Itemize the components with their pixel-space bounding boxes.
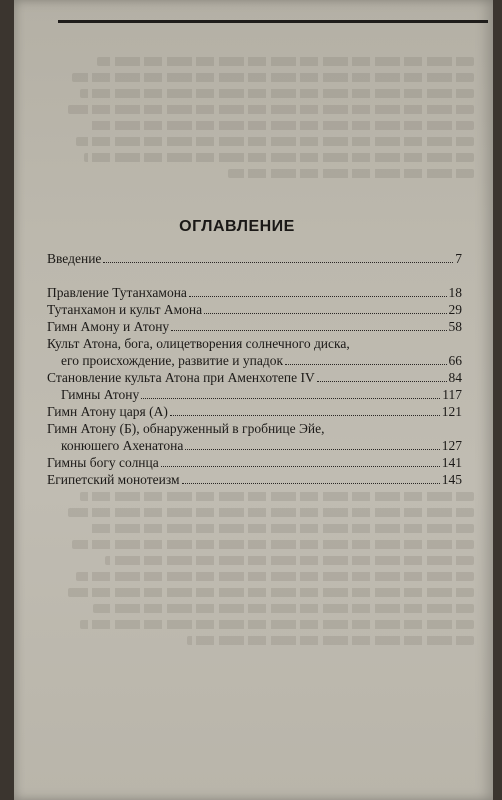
- toc-entry-label: Египетский монотеизм: [47, 472, 180, 487]
- dot-leader: [103, 262, 453, 263]
- toc-entry-label-line2: его происхождение, развитие и упадок: [61, 353, 284, 368]
- toc-entry-page: 66: [448, 353, 462, 368]
- dot-leader: [182, 483, 440, 484]
- toc-entry-label: Гимн Атону царя (А): [47, 404, 168, 419]
- toc-entry-label: Правление Тутанхамона: [47, 285, 187, 300]
- toc-entry-label: Гимны Атону: [61, 387, 140, 402]
- toc-entry-page: 121: [441, 404, 462, 419]
- toc-entry: [47, 454, 462, 471]
- toc-entry-label-line1: Культ Атона, бога, олицетворения солнечного диска,: [47, 336, 350, 351]
- dot-leader: [185, 449, 439, 450]
- toc-entry-page: 84: [448, 370, 462, 385]
- toc-entry: [47, 335, 462, 369]
- toc-entry-label: Гимн Амону и Атону: [47, 319, 170, 334]
- toc-entry-page: 117: [442, 387, 462, 402]
- toc-entry-label: Гимны богу солнца: [47, 455, 159, 470]
- dot-leader: [285, 364, 446, 365]
- toc-entry: [47, 250, 462, 267]
- toc-entry-label: Тутанхамон и культ Амона: [47, 302, 203, 317]
- toc-entry: [47, 284, 462, 301]
- bleed-through-text-top: [64, 50, 474, 205]
- toc-entry-page: 29: [448, 302, 462, 317]
- bleed-through-text-bottom: [64, 485, 474, 715]
- toc-entry-page: 127: [441, 438, 462, 453]
- table-of-contents: [47, 250, 462, 488]
- toc-entry: [47, 403, 462, 420]
- dot-leader: [141, 398, 440, 399]
- dot-leader: [204, 313, 446, 314]
- dot-leader: [317, 381, 447, 382]
- toc-entry: [47, 301, 462, 318]
- dot-leader: [189, 296, 447, 297]
- dot-leader: [170, 415, 440, 416]
- dot-leader: [171, 330, 446, 331]
- toc-entry: [47, 369, 462, 386]
- toc-entry: [47, 420, 462, 454]
- header-rule: [58, 20, 488, 23]
- toc-entry: [47, 318, 462, 335]
- toc-title: ОГЛАВЛЕНИЕ: [179, 218, 295, 235]
- toc-entry-page: 7: [455, 251, 462, 266]
- toc-entry-page: 145: [441, 472, 462, 487]
- toc-entry-label-line2: конюшего Ахенатона: [61, 438, 184, 453]
- toc-entry-label: Становление культа Атона при Аменхотепе IV: [47, 370, 315, 385]
- toc-entry-label-line1: Гимн Атону (Б), обнаруженный в гробнице Эйе,: [47, 421, 325, 436]
- toc-entry: [47, 386, 462, 403]
- toc-entry: [47, 471, 462, 488]
- spacer: [47, 267, 462, 284]
- dot-leader: [161, 466, 440, 467]
- toc-entry-page: 18: [448, 285, 462, 300]
- toc-entry-page: 141: [441, 455, 462, 470]
- toc-entry-page: 58: [448, 319, 462, 334]
- toc-entry-label: Введение: [47, 251, 102, 266]
